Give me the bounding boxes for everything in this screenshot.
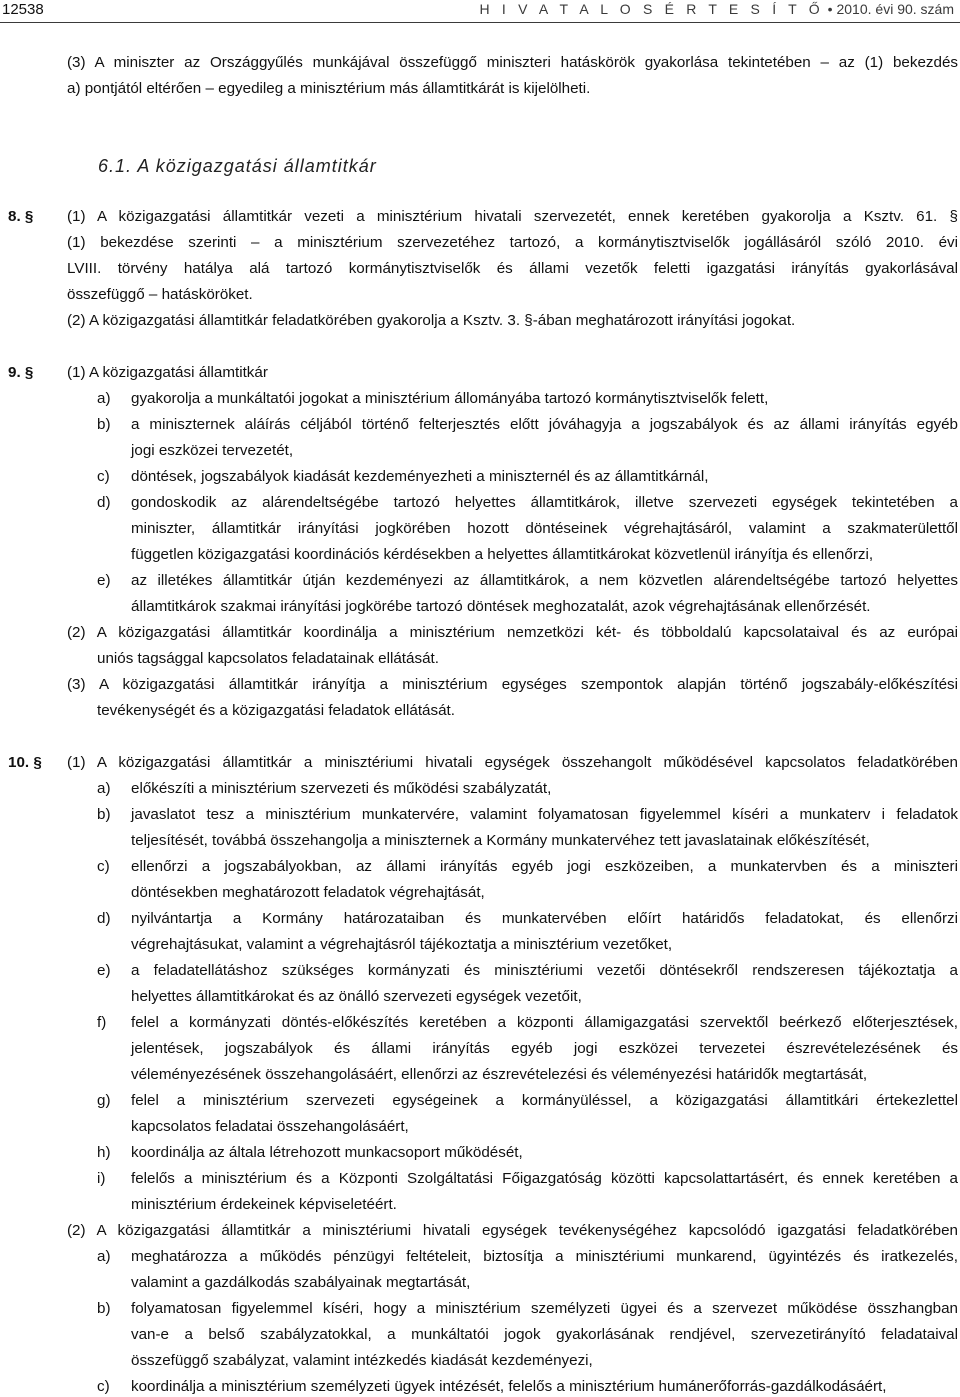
text-line: meghatározza a működés pénzügyi feltételeit, biztosítja a minisztériumi munkarend, ügyintézés és iratkezelés, — [131, 1248, 958, 1265]
text-line: folyamatosan figyelemmel kíséri, hogy a minisztérium személyzeti ügyei és a szervezet működése összhangban — [131, 1300, 958, 1317]
list-marker: a) — [97, 780, 111, 797]
text-line: tevékenységét és a közigazgatási feladatok ellátását. — [97, 702, 455, 719]
list-marker: b) — [97, 416, 111, 433]
text-line: döntések, jogszabályok kiadását kezdeményezheti a miniszternél és az államtitkárnál, — [131, 468, 709, 485]
text-line: (3) A miniszter az Országgyűlés munkájával összefüggő miniszteri hatáskörök gyakorlása tekintetében – az (1) bekezdés — [67, 54, 958, 71]
paragraph-number: 8. § — [8, 208, 34, 225]
list-marker: c) — [97, 1378, 110, 1395]
text-line: valamint a gazdálkodás szabályainak megtartását, — [131, 1274, 471, 1291]
section-heading: 6.1. A közigazgatási államtitkár — [98, 156, 377, 176]
text-line: teljesítését, továbbá összehangolja a miniszternek a Kormány munkatervéhez tett javaslatainak előkészítését, — [131, 832, 870, 849]
text-line: véleményezésének összehangolásáért, ellenőrzi az észrevételezési és véleményezési határidők megtartását, — [131, 1066, 868, 1083]
text-line: felel a kormányzati döntés-előkészítés keretében a központi államigazgatási szervektől beérkező előterjesztések, — [131, 1014, 958, 1031]
text-line: (1) A közigazgatási államtitkár a minisztériumi hivatali egységek összehangolt működésével kapcsolatos feladatkörében — [67, 754, 958, 771]
text-line: döntésekben meghatározott feladatok végrehajtását, — [131, 884, 485, 901]
text-line: gondoskodik az alárendeltségébe tartozó helyettes államtitkárok, illetve szervezeti egységek tekintetében a — [131, 494, 958, 511]
text-line: LVIII. törvény hatálya alá tartozó kormánytisztviselők és állami vezetők feletti igazgatási irányítás gyakorlásával — [67, 260, 958, 277]
list-marker: d) — [97, 494, 111, 511]
text-line: előkészíti a minisztérium szervezeti és működési szabályzatát, — [131, 780, 552, 797]
text-line: ellenőrzi a jogszabályokban, az állami irányítás egyéb jogi eszközeiben, a munkatervben és a miniszteri — [131, 858, 958, 875]
text-line: összefüggő szabályzat, valamint intézkedés kiadását kezdeményezi, — [131, 1352, 593, 1369]
list-marker: f) — [97, 1014, 107, 1031]
text-line: a miniszternek aláírás céljából történő felterjesztés előtt jóváhagyja a jogszabályok és az állami irányítás egyéb — [131, 416, 958, 433]
text-line: gyakorolja a munkáltatói jogokat a minisztérium állományába tartozó kormánytisztviselők felett, — [131, 390, 769, 407]
text-line: végrehajtásukat, valamint a végrehajtásról tájékoztatja a minisztérium vezetőket, — [131, 936, 673, 953]
text-line: (2) A közigazgatási államtitkár a minisztériumi hivatali egységek tevékenységéhez kapcsolódó igazgatási feladatkörében — [67, 1222, 958, 1239]
text-line: felelős a minisztérium és a Központi Szolgáltatási Főigazgatóság közötti kapcsolattartásért, és ennek keretében a — [131, 1170, 958, 1187]
text-line: a feladatellátáshoz szükséges kormányzati és minisztériumi vezetői döntésekről rendszeresen tájékoztatja a — [131, 962, 958, 979]
list-marker: b) — [97, 806, 111, 823]
page-header — [0, 0, 960, 23]
text-line: kapcsolatos feladatai összehangolásáért, — [131, 1118, 409, 1135]
text-line: az illetékes államtitkár útján kezdeményezi az államtitkárok, a nem közvetlen alárendeltségébe tartozó helyettes — [131, 572, 958, 589]
issue-info: • 2010. évi 90. szám — [823, 1, 954, 17]
text-line: uniós tagsággal kapcsolatos feladatainak ellátását. — [97, 650, 439, 667]
text-line: van-e a belső szabályzatokkal, a munkáltatói jogok gyakorlásának rendjével, szervezetirányító feladataival — [131, 1326, 958, 1343]
page-number: 12538 — [2, 1, 44, 18]
list-marker: d) — [97, 910, 111, 927]
text-line: jelentések, jogszabályok és állami irányítás egyéb jogi eszközei tervezetei észrevételezésének és — [131, 1040, 958, 1057]
text-line: (1) bekezdése szerinti – a minisztérium szervezetéhez tartozó, a kormánytisztviselők jogállásáról szóló 2010. évi — [67, 234, 958, 251]
text-line: nyilvántartja a Kormány határozataiban és munkatervében előírt határidős feladatokat, és ellenőrzi — [131, 910, 958, 927]
list-marker: c) — [97, 468, 110, 485]
text-line: felel a minisztérium szervezeti egységeinek a kormányüléssel, a közigazgatási államtitkári értekezlettel — [131, 1092, 958, 1109]
text-line: koordinálja a minisztérium személyzeti ügyek intézését, felelős a minisztérium humánerőforrás-gazdálkodásáért, — [131, 1378, 887, 1395]
text-line: (2) A közigazgatási államtitkár koordinálja a minisztérium nemzetközi két- és többoldalú kapcsolataival és az európai — [67, 624, 958, 641]
list-marker: c) — [97, 858, 110, 875]
text-line: (1) A közigazgatási államtitkár — [67, 364, 268, 381]
text-line: minisztérium érdekeinek képviseletéért. — [131, 1196, 397, 1213]
text-line: a) pontjától eltérően – egyedileg a minisztérium más államtitkárát is kijelölheti. — [67, 80, 591, 97]
list-marker: h) — [97, 1144, 111, 1161]
text-line: miniszter, államtitkár irányítási jogkörében hozott döntéseinek végrehajtásáról, valamint a szakmaterülettől — [131, 520, 958, 537]
text-line: (2) A közigazgatási államtitkár feladatkörében gyakorolja a Ksztv. 3. §-ában meghatározott irányítási jogokat. — [67, 312, 796, 329]
list-marker: e) — [97, 572, 111, 589]
gazette-name: H I V A T A L O S É R T E S Í T Ő — [479, 1, 824, 17]
text-line: koordinálja az általa létrehozott munkacsoport működését, — [131, 1144, 523, 1161]
text-line: független közigazgatási koordinációs kérdésekben a helyettes államtitkárokat közvetlenül irányítja és ellenőrzi, — [131, 546, 874, 563]
text-line: összefüggő – hatásköröket. — [67, 286, 253, 303]
list-marker: i) — [97, 1170, 106, 1187]
text-line: (3) A közigazgatási államtitkár irányítja a minisztérium egységes szempontok alapján történő jogszabály-előkészítési — [67, 676, 958, 693]
paragraph-number: 9. § — [8, 364, 34, 381]
list-marker: a) — [97, 1248, 111, 1265]
text-line: helyettes államtitkárokat és az önálló szervezeti egységek vezetőit, — [131, 988, 582, 1005]
text-line: (1) A közigazgatási államtitkár vezeti a minisztérium hivatali szervezetét, ennek keretében gyakorolja a Ksztv. 61. § — [67, 208, 958, 225]
text-line: jogi eszközei tervezetét, — [131, 442, 294, 459]
list-marker: g) — [97, 1092, 111, 1109]
list-marker: e) — [97, 962, 111, 979]
list-marker: b) — [97, 1300, 111, 1317]
gazette-title — [480, 1, 955, 17]
list-marker: a) — [97, 390, 111, 407]
text-line: javaslatot tesz a minisztérium munkatervére, valamint folyamatosan figyelemmel kíséri a munkaterv i feladatok — [131, 806, 958, 823]
paragraph-number: 10. § — [8, 754, 42, 771]
text-line: államtitkárok szakmai irányítási jogkörébe tartozó döntések meghozatalát, azok végrehajtásának ellenőrzését. — [131, 598, 871, 615]
